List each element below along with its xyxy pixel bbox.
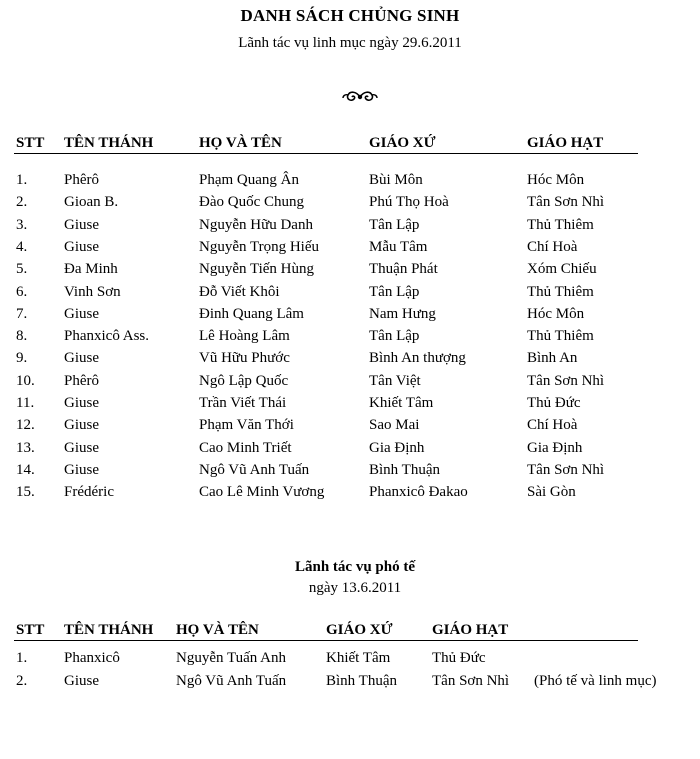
- cell-parish: Tân Lập: [369, 328, 420, 345]
- cell-stt: 2.: [16, 673, 28, 689]
- cell-stt: 4.: [16, 238, 28, 255]
- cell-saint-name: Phanxicô: [64, 650, 120, 666]
- cell-saint-name: Đa Minh: [64, 261, 118, 278]
- cell-full-name: Đào Quốc Chung: [199, 194, 304, 211]
- cell-saint-name: Giuse: [64, 461, 99, 478]
- cell-full-name: Phạm Văn Thới: [199, 417, 294, 434]
- cell-parish: Sao Mai: [369, 417, 420, 434]
- column-header-deanery: GIÁO HẠT: [432, 622, 509, 638]
- column-header-deanery: GIÁO HẠT: [527, 135, 604, 151]
- cell-deanery: Thủ Thiêm: [527, 216, 594, 233]
- document-title: DANH SÁCH CHỦNG SINH: [240, 6, 460, 25]
- cell-full-name: Nguyễn Trọng Hiếu: [199, 238, 320, 255]
- cell-deanery: Tân Sơn Nhì: [527, 461, 605, 478]
- cell-parish: Bình Thuận: [369, 461, 440, 478]
- cell-deanery: Thủ Đức: [432, 650, 486, 666]
- document-subtitle: Lãnh tác vụ linh mục ngày 29.6.2011: [238, 35, 462, 51]
- cell-parish: Phú Thọ Hoà: [369, 194, 449, 211]
- cell-saint-name: Frédéric: [64, 484, 114, 501]
- cell-full-name: Nguyễn Hữu Danh: [199, 216, 313, 233]
- cell-saint-name: Giuse: [64, 417, 99, 434]
- column-header-parish: GIÁO XỨ: [369, 135, 436, 151]
- cell-full-name: Trần Viết Thái: [199, 395, 287, 411]
- cell-parish: Thuận Phát: [369, 261, 438, 278]
- cell-saint-name: Giuse: [64, 238, 99, 255]
- cell-full-name: Cao Lê Minh Vương: [199, 484, 325, 501]
- cell-stt: 13.: [16, 439, 35, 456]
- cell-saint-name: Vinh Sơn: [64, 283, 121, 300]
- cell-full-name: Nguyễn Tuấn Anh: [176, 650, 287, 666]
- cell-parish: Bình An thượng: [369, 350, 466, 367]
- cell-parish: Gia Định: [369, 439, 425, 456]
- cell-saint-name: Gioan B.: [64, 194, 119, 211]
- cell-stt: 1.: [16, 650, 28, 666]
- cell-parish: Tân Lập: [369, 283, 420, 300]
- cell-deanery: Xóm Chiếu: [527, 261, 597, 278]
- cell-deanery: Tân Sơn Nhì: [432, 673, 510, 689]
- cell-deanery: Chí Hoà: [527, 417, 578, 434]
- cell-saint-name: Giuse: [64, 673, 99, 689]
- column-header-full-name: HỌ VÀ TÊN: [176, 622, 259, 638]
- section2-title: Lãnh tác vụ phó tế: [294, 559, 416, 575]
- section2-date: ngày 13.6.2011: [308, 580, 402, 596]
- column-header-stt: STT: [16, 622, 45, 638]
- cell-parish: Mẫu Tâm: [369, 238, 428, 255]
- cell-saint-name: Giuse: [64, 216, 99, 233]
- cell-stt: 14.: [16, 461, 35, 478]
- cell-saint-name: Giuse: [64, 439, 99, 456]
- cell-stt: 3.: [16, 216, 28, 233]
- cell-deanery: Thủ Đức: [527, 395, 581, 411]
- cell-full-name: Cao Minh Triết: [199, 439, 292, 456]
- cell-deanery: Thủ Thiêm: [527, 328, 594, 345]
- cell-saint-name: Phêrô: [64, 372, 99, 389]
- cell-stt: 11.: [16, 395, 35, 411]
- cell-full-name: Đỗ Viết Khôi: [199, 283, 280, 300]
- cell-deanery: Hóc Môn: [527, 172, 585, 188]
- cell-note: (Phó tế và linh mục): [534, 673, 657, 689]
- cell-stt: 5.: [16, 261, 28, 278]
- cell-full-name: Vũ Hữu Phước: [199, 350, 290, 367]
- cell-deanery: Gia Định: [527, 439, 583, 456]
- cell-full-name: Đinh Quang Lâm: [199, 305, 304, 322]
- fleuron-ornament-icon: [342, 90, 378, 109]
- column-header-stt: STT: [16, 135, 45, 151]
- cell-stt: 10.: [16, 372, 35, 389]
- cell-deanery: Sài Gòn: [527, 484, 576, 501]
- cell-full-name: Ngô Vũ Anh Tuấn: [199, 461, 310, 478]
- cell-deanery: Bình An: [527, 350, 578, 367]
- cell-parish: Bình Thuận: [326, 673, 397, 689]
- cell-stt: 9.: [16, 350, 28, 367]
- cell-stt: 7.: [16, 305, 28, 322]
- column-header-saint-name: TÊN THÁNH: [64, 135, 154, 151]
- cell-saint-name: Phanxicô Ass.: [64, 328, 150, 345]
- cell-stt: 2.: [16, 194, 28, 211]
- header-divider: [14, 640, 638, 641]
- cell-stt: 6.: [16, 283, 28, 300]
- cell-parish: Tân Lập: [369, 216, 420, 233]
- column-header-full-name: HỌ VÀ TÊN: [199, 135, 282, 151]
- cell-stt: 1.: [16, 172, 28, 188]
- cell-parish: Khiết Tâm: [326, 650, 391, 666]
- cell-parish: Tân Việt: [369, 372, 421, 389]
- cell-parish: Khiết Tâm: [369, 395, 434, 411]
- cell-saint-name: Giuse: [64, 350, 99, 367]
- cell-deanery: Chí Hoà: [527, 238, 578, 255]
- cell-deanery: Thủ Thiêm: [527, 283, 594, 300]
- cell-parish: Phanxicô Đakao: [369, 484, 468, 501]
- cell-deanery: Tân Sơn Nhì: [527, 194, 605, 211]
- cell-stt: 15.: [16, 484, 35, 501]
- cell-parish: Nam Hưng: [369, 305, 436, 322]
- cell-parish: Bùi Môn: [369, 172, 423, 188]
- column-header-saint-name: TÊN THÁNH: [64, 622, 154, 638]
- cell-deanery: Hóc Môn: [527, 305, 585, 322]
- cell-full-name: Phạm Quang Ân: [199, 172, 299, 188]
- column-header-parish: GIÁO XỨ: [326, 622, 393, 638]
- header-divider: [14, 153, 638, 154]
- cell-saint-name: Phêrô: [64, 172, 99, 188]
- cell-full-name: Nguyễn Tiến Hùng: [199, 261, 315, 278]
- cell-saint-name: Giuse: [64, 395, 99, 411]
- cell-stt: 12.: [16, 417, 35, 434]
- cell-deanery: Tân Sơn Nhì: [527, 372, 605, 389]
- cell-full-name: Lê Hoàng Lâm: [199, 328, 290, 345]
- cell-full-name: Ngô Lập Quốc: [199, 372, 289, 389]
- cell-stt: 8.: [16, 328, 28, 345]
- cell-saint-name: Giuse: [64, 305, 99, 322]
- cell-full-name: Ngô Vũ Anh Tuấn: [176, 673, 287, 689]
